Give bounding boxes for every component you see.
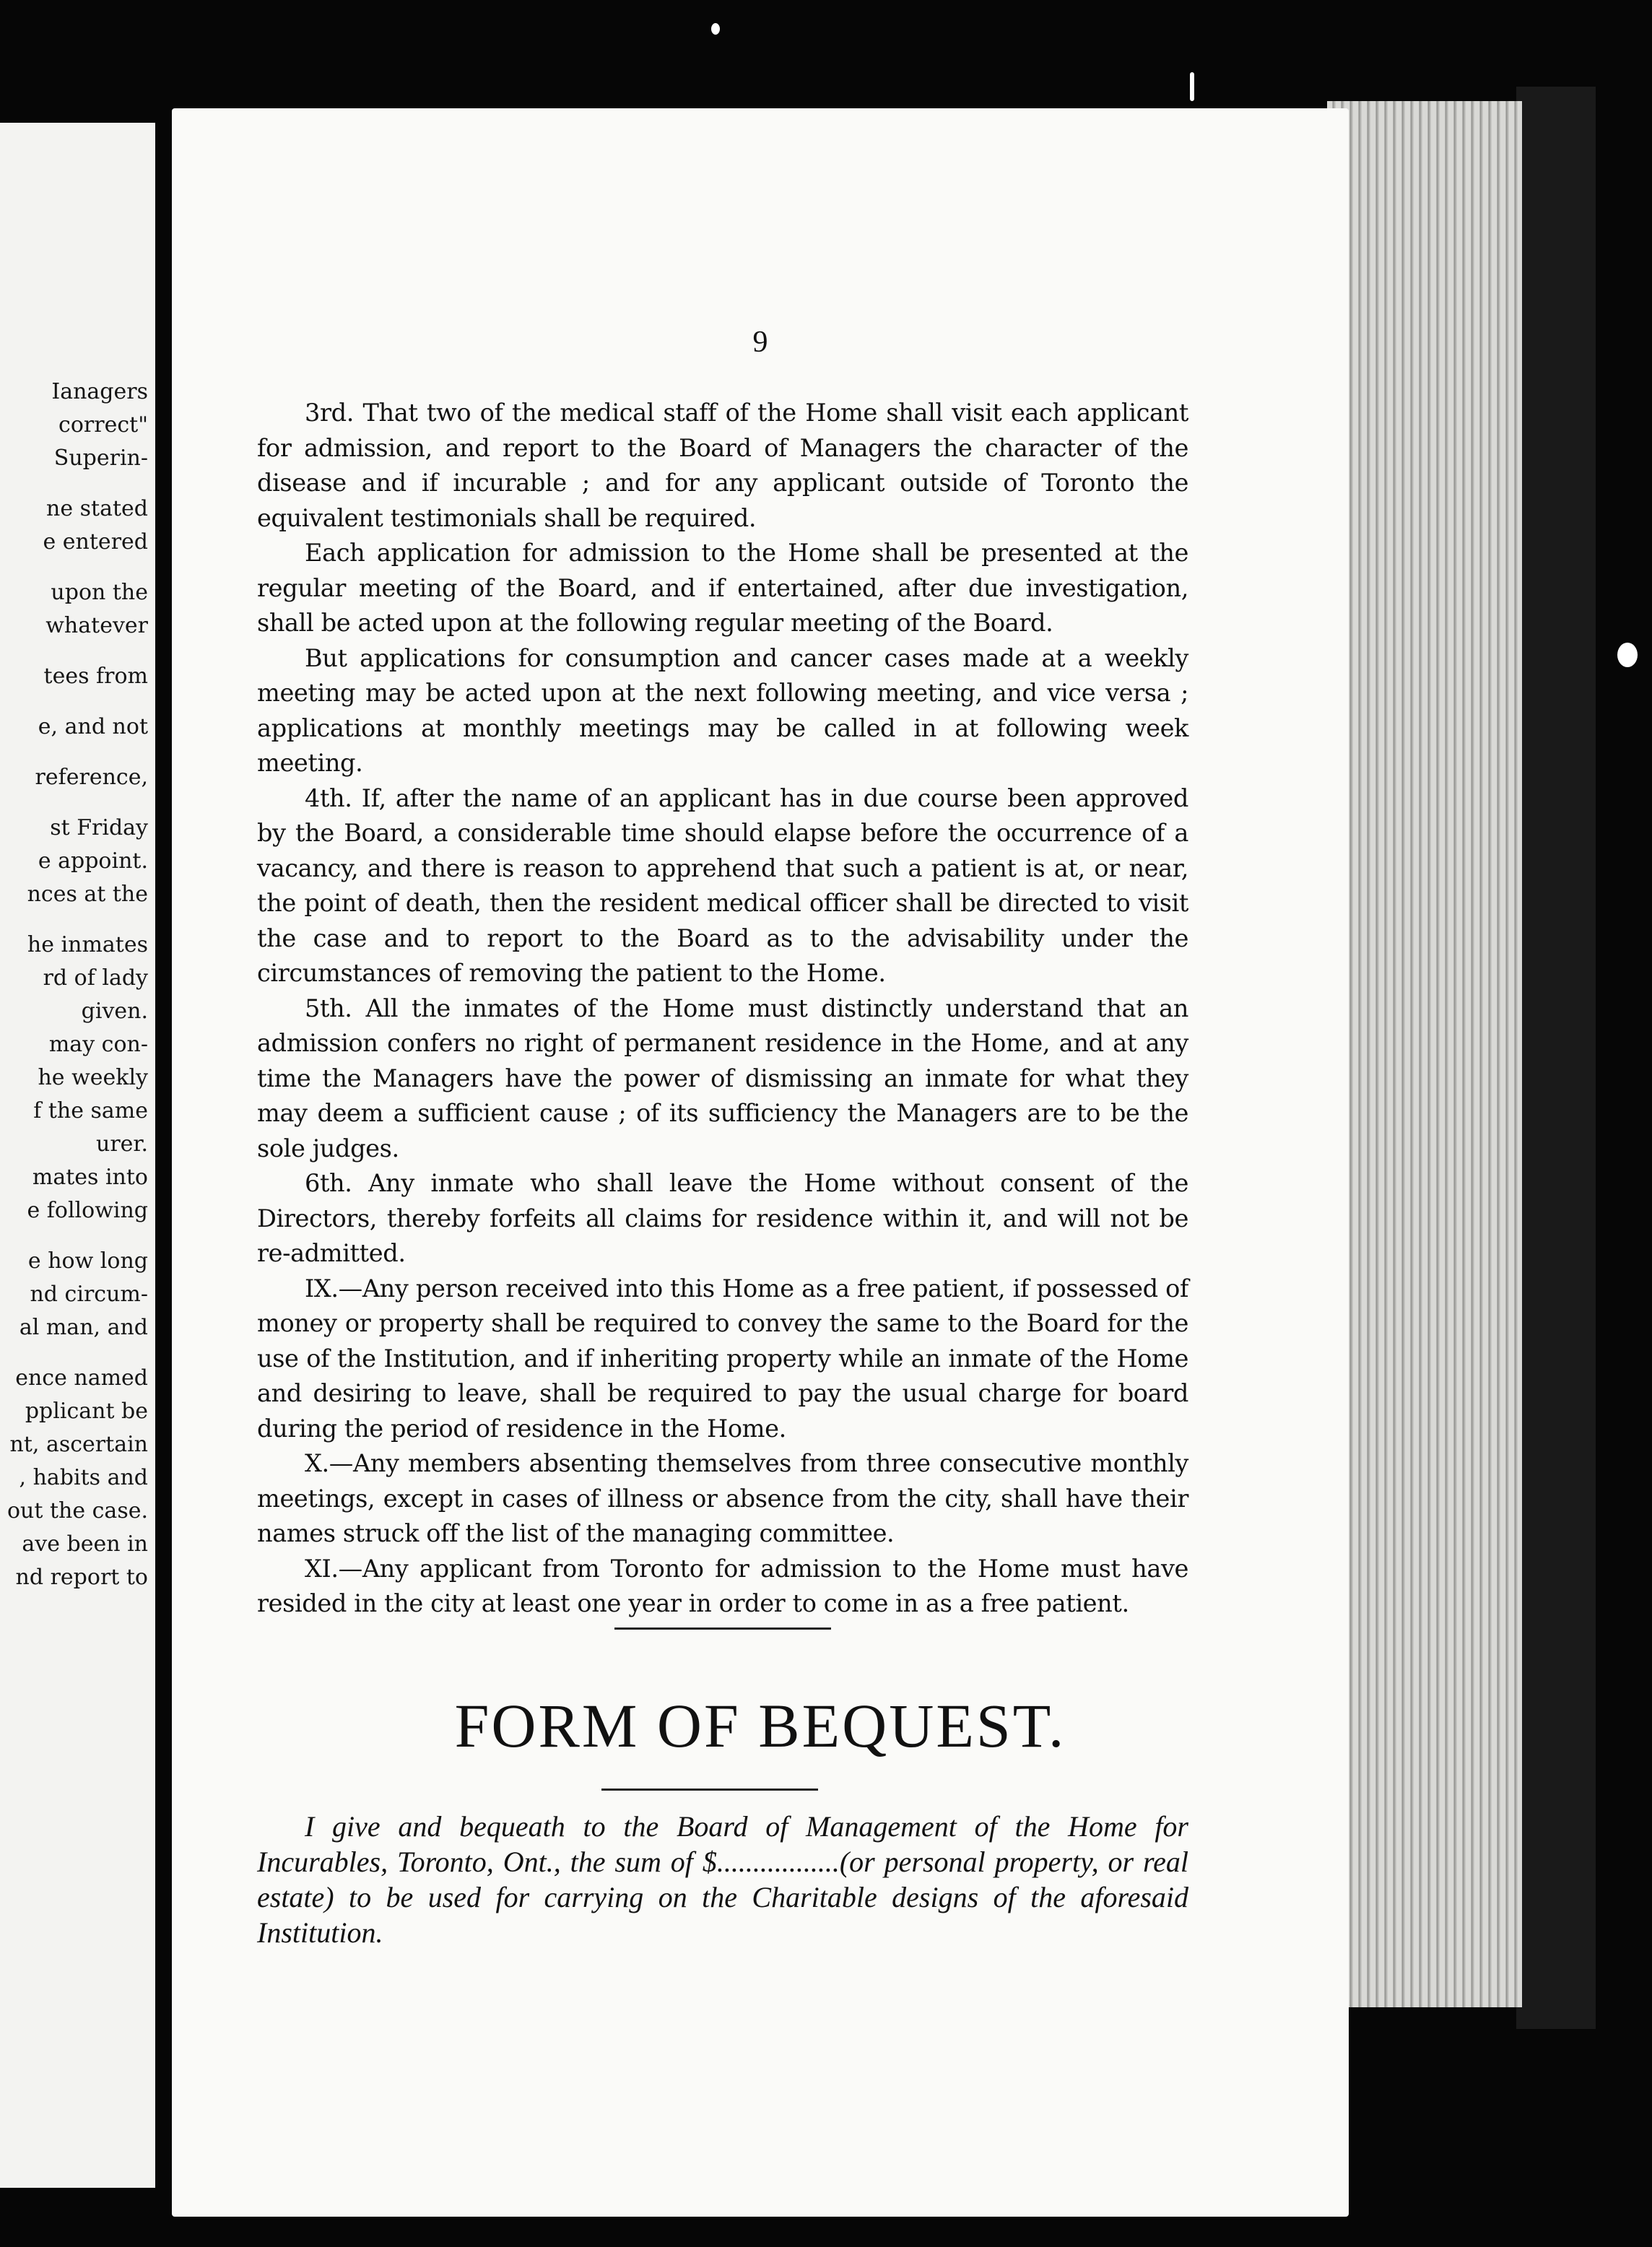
dust-speck	[711, 23, 720, 35]
left-page-line: out the case.	[6, 1498, 148, 1524]
dust-speck	[1617, 643, 1638, 667]
bequest-paragraph: I give and bequeath to the Board of Management of the Home for Incurables, Toronto, Ont., the sum of $.................(or personal property, or real estate) to be used for carrying on the Charitable designs of the aforesaid Institution.	[257, 1810, 1188, 1949]
paragraph-each-application: Each application for admission to the Home shall be presented at the regular meeting of the Board, and if entertained, after due investigation, shall be acted upon at the following regular meeting of the Board.	[257, 539, 1188, 637]
left-page-line: nd report to	[15, 1565, 148, 1590]
paragraph-5th: 5th. All the inmates of the Home must distinctly understand that an admission confers no right of permanent residence in the Home, and at any time the Managers have the power of dismissing an inmate for what they may deem a sufficient cause ; of its sufficiency the Managers are to be the sole judges.	[257, 994, 1188, 1162]
left-page-line: e entered	[43, 529, 148, 555]
left-page-line: he weekly	[38, 1065, 148, 1090]
left-page-line: ave been in	[22, 1531, 148, 1557]
left-page-line	[0, 794, 148, 812]
left-page-line: correct"	[58, 412, 148, 438]
left-page-line: e, and not	[38, 714, 148, 739]
left-page-line: Superin-	[53, 446, 148, 471]
left-page-line: whatever	[45, 613, 148, 638]
left-page-line: tees from	[43, 664, 148, 689]
page-number: 9	[752, 326, 768, 359]
left-page-line	[0, 475, 148, 492]
left-page-line	[0, 744, 148, 761]
left-page	[0, 123, 155, 2188]
paragraph-3rd: 3rd. That two of the medical staff of the Home shall visit each applicant for admission, and report to the Board of Managers the character of the disease and if incurable ; and for any applicant outside of Toronto the equivalent testimonials shall be required.	[257, 399, 1188, 532]
left-page-line: e appoint.	[38, 848, 148, 874]
left-page-line: he inmates	[27, 932, 148, 957]
left-page-line: f the same	[33, 1098, 148, 1124]
form-of-bequest-heading: FORM OF BEQUEST.	[454, 1691, 1066, 1760]
left-page-text	[0, 375, 148, 1594]
paragraph-4th: 4th. If, after the name of an applicant has in due course been approved by the Board, a considerable time should elapse before the occurrence of a vacancy, and there is reason to apprehend that such a patient is at, or near, the point of death, then the resident medical officer shall be directed to visit the case and to report to the Board as to the advisability under the circumstances of removing the patient to the Home.	[257, 783, 1188, 987]
page-edges	[1327, 101, 1522, 2007]
paragraph-6th: 6th. Any inmate who shall leave the Home without consent of the Directors, thereby forfeits all claims for residence within it, and will not be re-admitted.	[257, 1169, 1188, 1267]
dust-speck	[1190, 72, 1194, 101]
paragraph-consumption-cancer: But applications for consumption and cancer cases made at a weekly meeting may be acted upon at the next following meeting, and vice versa ; applications at monthly meetings may be called in at following week meeting.	[257, 643, 1188, 777]
left-page-line: e how long	[27, 1248, 148, 1274]
left-page-line: e following	[27, 1198, 148, 1223]
left-page-line: nt, ascertain	[9, 1432, 148, 1457]
left-page-line: given.	[81, 999, 148, 1024]
left-page-line: urer.	[96, 1131, 148, 1157]
left-page-line: , habits and	[19, 1465, 148, 1490]
left-page-line: st Friday	[50, 815, 148, 840]
bequest-text	[257, 1809, 1188, 1950]
left-page-line: Ianagers	[51, 379, 148, 404]
left-page-line: nces at the	[27, 882, 148, 907]
left-page-line: reference,	[35, 765, 148, 790]
left-page-line: may con-	[48, 1032, 148, 1057]
heading-divider	[601, 1789, 818, 1791]
section-divider	[614, 1627, 831, 1630]
left-page-line: ne stated	[46, 496, 148, 521]
paragraph-xi: XI.—Any applicant from Toronto for admission to the Home must have resided in the city at least one year in order to come in as a free patient.	[257, 1554, 1188, 1617]
left-page-line: rd of lady	[43, 965, 148, 991]
left-page-line: mates into	[32, 1165, 148, 1190]
left-page-line	[0, 559, 148, 576]
left-page-line: pplicant be	[25, 1399, 148, 1424]
left-page-line: ence named	[15, 1365, 148, 1391]
left-page-line	[0, 693, 148, 710]
left-page-line	[0, 1344, 148, 1362]
paragraph-ix: IX.—Any person received into this Home as a free patient, if possessed of money or property shall be required to convey the same to the Board for the use of the Institution, and if inheriting property while an inmate of the Home and desiring to leave, shall be required to pay the usual charge for board during the period of residence in the Home.	[257, 1274, 1188, 1443]
right-page	[172, 108, 1349, 2217]
left-page-line	[0, 1227, 148, 1245]
body-text	[257, 396, 1188, 1630]
left-page-line: al man, and	[19, 1315, 148, 1340]
left-page-line	[0, 643, 148, 660]
paragraph-x: X.—Any members absenting themselves from three consecutive monthly meetings, except in cases of illness or absence from the city, shall have their names struck off the list of the managing committee.	[257, 1449, 1188, 1547]
left-page-line: nd circum-	[30, 1282, 148, 1307]
book-binding	[1516, 87, 1596, 2029]
left-page-line	[0, 911, 148, 929]
left-page-line: upon the	[51, 580, 148, 605]
